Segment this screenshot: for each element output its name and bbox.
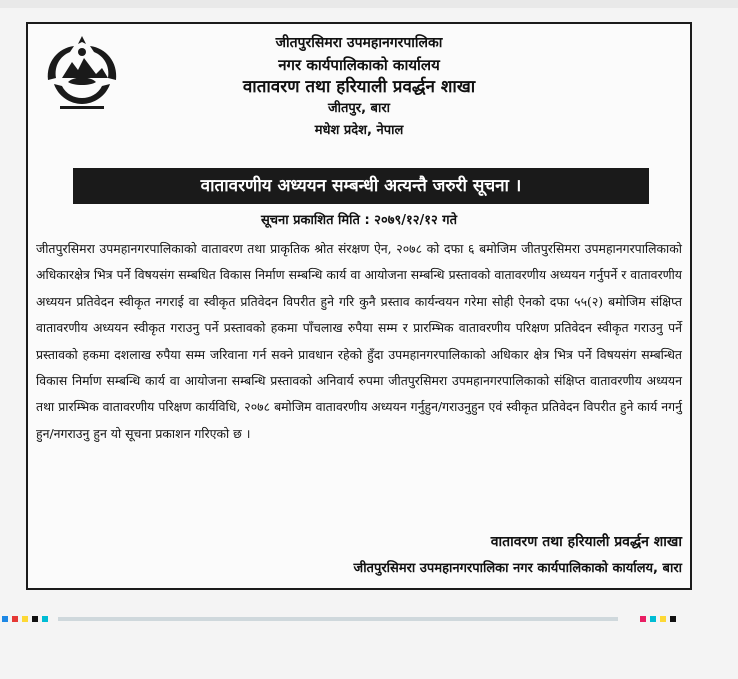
color-swatch (22, 616, 28, 622)
office-province: मधेश प्रदेश, नेपाल (314, 123, 404, 138)
publish-date: सूचना प्रकाशित मिति : २०७९/१२/१२ गते (260, 213, 458, 228)
color-swatch (660, 616, 666, 622)
print-bar (58, 617, 618, 621)
color-swatch (640, 616, 646, 622)
color-swatch (12, 616, 18, 622)
notice-body: जीतपुरसिमरा उपमहानगरपालिकाको वातावरण तथा प्राकृतिक श्रोत संरक्षण ऐन, २०७८ को दफा ६ बमोजिम जीतपुरसिमरा उपमहानगरपालिकाको अधिकारक्षेत्र भित्र पर्ने विषयसंग सम्बधित विकास निर्माण सम्बन्धि कार्य वा आयोजना सम्बन्धि प्रस्तावको वातावरणीय अध्ययन गर्नुपर्ने र वातावरणीय अध्ययन प्रतिवेदन स्वीकृत नगराई वा स्वीकृत प्रतिवेदन विपरीत हुने गरि कुनै प्रस्ताव कार्यन्वयन गरेमा सोही ऐनको दफा ५५(२) बमोजिम संक्षिप्त वातावरणीय अध्ययन स्वीकृत गराउनु पर्ने प्रस्तावको हकमा पाँचलाख रुपैया सम्म र प्रारम्भिक वातावरणीय परिक्षण प्रतिवेदन स्वीकृत गराउनु पर्ने प्रस्तावको हकमा दशलाख रुपैया सम्म जरिवाना गर्न सक्ने प्रावधान रहेको हुँदा उपमहानगरपालिकाको अधिकार क्षेत्र भित्र पर्ने विषयसंग सम्बन्धित विकास निर्माण सम्बन्धि कार्य वा आयोजना सम्बन्धि प्रस्तावको अनिवार्य रुपमा जीतपुरसिमरा उपमहानगरपालिकाको संक्षिप्त वातावरणीय अध्ययन तथा प्रारम्भिक वातावरणीय परिक्षण कार्यविधि, २०७८ बमोजिम वातावरणीय अध्ययन गर्नुहुन/गराउनुहुन एवं स्वीकृत प्रतिवेदन विपरीत हुने कार्य नगर्नु हुन/नगराउनु हुन यो सूचना प्रकाशन गरिएको छ । (36, 241, 682, 441)
color-swatch (32, 616, 38, 622)
office-header (28, 32, 690, 142)
color-swatch (2, 616, 8, 622)
office-name: नगर कार्यपालिकाको कार्यालय (278, 56, 440, 74)
color-swatch (42, 616, 48, 622)
color-swatch (650, 616, 656, 622)
municipality-name: जीतपुरसिमरा उपमहानगरपालिका (275, 35, 443, 51)
top-edge (0, 0, 738, 8)
notice-frame (26, 22, 692, 590)
signature-office: जीतपुरसिमरा उपमहानगरपालिका नगर कार्यपालिकाको कार्यालय, बारा (353, 561, 682, 576)
notice-title-banner: वातावरणीय अध्ययन सम्बन्धी अत्यन्तै जरुरी सूचना । (73, 168, 649, 204)
color-swatch (670, 616, 676, 622)
branch-name: वातावरण तथा हरियाली प्रवर्द्धन शाखा (242, 77, 476, 97)
office-location: जीतपुर, बारा (327, 101, 391, 116)
signature-branch: वातावरण तथा हरियाली प्रवर्द्धन शाखा (490, 534, 682, 550)
